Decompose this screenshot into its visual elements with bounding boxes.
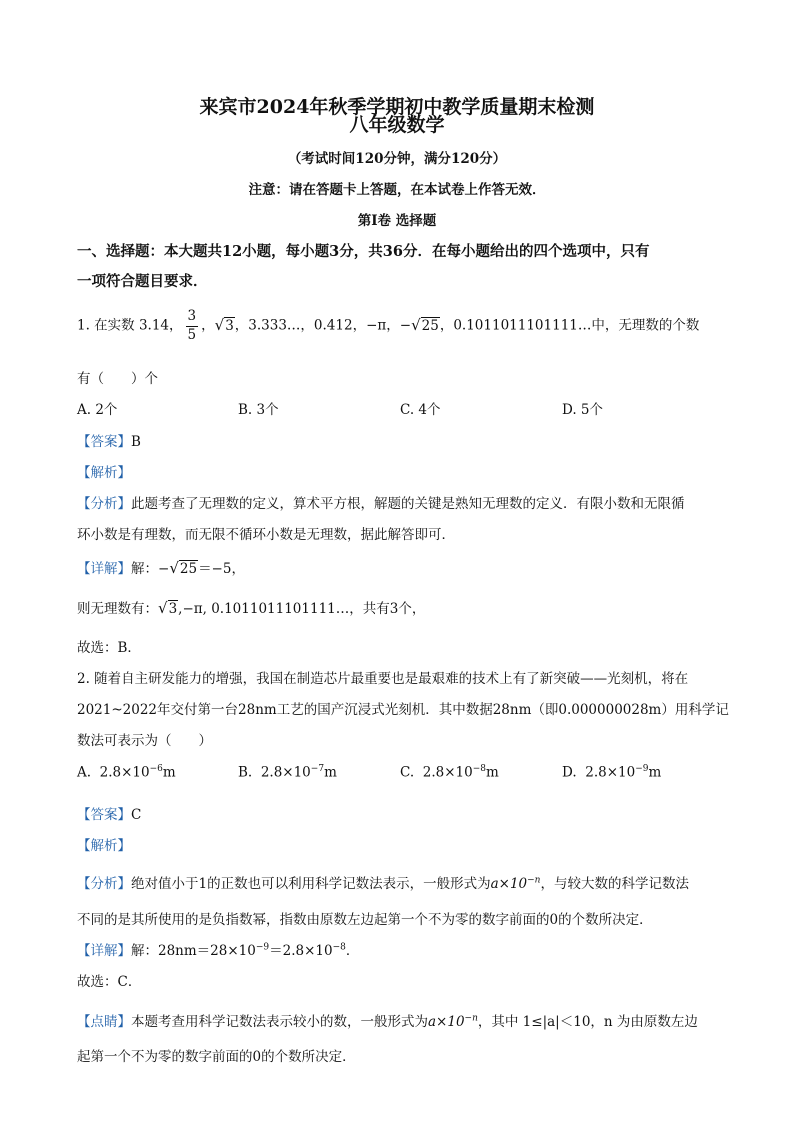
q2-analysis-label: 【解析】: [77, 838, 131, 854]
dianjing-exp: −n: [464, 1013, 478, 1024]
answer-label: 【答案】: [77, 807, 131, 823]
option-exponent: −9: [635, 764, 649, 774]
detail-line2-rest: ,−π, 0.1011011101111…，共有3个，: [178, 601, 426, 617]
q2-option-c: [400, 764, 499, 781]
q2-fenxi-line2: 不同的是其所使用的是负指数幂，指数由原数左边起第一个不为零的数字前面的0的个数所决定．: [77, 912, 653, 928]
dianjing-text-b: ，其中 1≤|a|＜10，n 为由原数左边: [477, 1014, 698, 1030]
detail-sqrt25: √25: [169, 559, 198, 577]
q2-stem-line2: 2021~2022年交付第一台28nm工艺的国产沉浸式光刻机．其中数据28nm（即0.000000028m）用科学记: [77, 702, 729, 718]
q1-option-d: D. 5个: [562, 402, 604, 418]
q2-fenxi-line1: [77, 872, 689, 892]
option-unit: m: [648, 764, 662, 781]
fenxi-text-a: 绝对值小于1的正数也可以利用科学记数法表示，一般形式为: [131, 876, 491, 892]
section-heading-line1: 一、选择题：本大题共12小题，每小题3分，共36分．在每小题给出的四个选项中，只有: [77, 243, 650, 260]
detail-label: 【详解】: [77, 561, 131, 577]
detail-text-a: 解：28nm＝28×10: [131, 943, 256, 959]
subtitle-text: 八年级数学: [349, 114, 445, 136]
q2-option-d: [562, 764, 661, 781]
option-letter: A.: [77, 764, 92, 781]
detail-text-c: ．: [345, 943, 360, 959]
dianjing-label: 【点睛】: [77, 1014, 131, 1030]
detail-rest: ＝−5，: [198, 561, 245, 577]
q1-option-b: B. 3个: [238, 402, 279, 418]
dianjing-text-a: 本题考查用科学记数法表示较小的数，一般形式为: [131, 1014, 428, 1030]
q1-option-c: C. 4个: [400, 402, 441, 418]
radicand: 3: [225, 317, 234, 334]
part-heading: 第Ⅰ卷 选择题: [357, 213, 437, 229]
q2-answer: [77, 803, 141, 823]
radicand: 25: [179, 561, 198, 577]
option-base: 2.8×10: [422, 764, 473, 781]
q1-prefix: 1. 在实数 3.14，: [77, 317, 183, 334]
q1-fraction: [186, 310, 199, 342]
exam-title: 来宾市2024年秋季学期初中教学质量期末检测: [199, 96, 595, 118]
detail-prefix: 解：−: [131, 561, 170, 577]
detail-exp1: −9: [255, 942, 270, 953]
detail-text-b: ＝2.8×10: [269, 943, 333, 959]
fenxi-text-b: ，与较大数的科学记数法: [540, 876, 689, 892]
option-base: 2.8×10: [99, 764, 150, 781]
detail-label: 【详解】: [77, 943, 131, 959]
q1-sqrt25: √25: [411, 315, 439, 334]
exam-subtitle: [0, 110, 794, 137]
fenxi-label: 【分析】: [77, 876, 131, 892]
dianjing-expr: a×10: [428, 1014, 465, 1030]
option-unit: m: [162, 764, 176, 781]
q1-sqrt3: √3: [214, 315, 234, 334]
answer-value: B: [131, 434, 141, 450]
q1-stem-line2: 有（ ）个: [77, 371, 158, 387]
q2-detail: [77, 939, 359, 959]
fenxi-text: 此题考查了无理数的定义，算术平方根，解题的关键是熟知无理数的定义．有限小数和无限循: [131, 496, 685, 512]
q1-tail: ，0.1011011101111…中，无理数的个数: [439, 317, 700, 334]
detail-sqrt3: √3: [158, 599, 178, 617]
exam-info: （考试时间120分钟，满分120分）: [287, 151, 507, 167]
q1-rest: ，3.333…，0.412，−π，−: [234, 317, 412, 334]
option-exponent: −6: [149, 764, 163, 774]
q1-option-a: A. 2个: [77, 402, 118, 418]
q1-stem-line1: [77, 310, 699, 342]
exam-notice: 注意：请在答题卡上答题，在本试卷上作答无效．: [248, 182, 546, 198]
detail-exp2: −8: [332, 942, 346, 953]
q2-stem-line3: 数法可表示为（ ）: [77, 733, 212, 749]
answer-label: 【答案】: [77, 434, 131, 450]
radicand: 3: [168, 601, 178, 617]
q1-fenxi-line1: [77, 492, 685, 512]
option-letter: C.: [400, 764, 415, 781]
q1-answer: [77, 430, 141, 450]
radicand: 25: [421, 317, 439, 334]
fenxi-exp: −n: [527, 875, 541, 886]
detail-line2-prefix: 则无理数有：: [77, 601, 158, 617]
option-unit: m: [485, 764, 499, 781]
q2-option-b: [238, 764, 337, 781]
option-letter: D.: [562, 764, 577, 781]
q2-conclusion: 故选：C．: [77, 974, 142, 990]
section-heading-line2: 一项符合题目要求．: [77, 273, 208, 290]
q2-dianjing-line1: [77, 1010, 698, 1030]
option-base: 2.8×10: [585, 764, 636, 781]
option-unit: m: [324, 764, 337, 781]
fenxi-label: 【分析】: [77, 496, 131, 512]
q1-detail-line2: [77, 597, 425, 617]
q2-stem-line1: 2. 随着自主研发能力的增强，我国在制造芯片最重要也是最艰难的技术上有了新突破——光刻机，将在: [77, 671, 689, 687]
option-exponent: −8: [472, 764, 486, 774]
q2-option-a: [77, 764, 176, 781]
fraction-numerator: 3: [186, 310, 199, 327]
answer-value: C: [131, 807, 142, 823]
option-base: 2.8×10: [260, 764, 311, 781]
q2-dianjing-line2: 起第一个不为零的数字前面的0的个数所决定．: [77, 1049, 356, 1065]
fraction-denominator: 5: [187, 326, 197, 343]
q1-detail-line1: [77, 557, 245, 577]
q1-fenxi-line2: 环小数是有理数，而无限不循环小数是无理数，据此解答即可．: [77, 527, 455, 543]
option-exponent: −7: [310, 764, 325, 774]
q1-conclusion: 故选：B．: [77, 640, 141, 656]
q1-analysis-label: 【解析】: [77, 465, 131, 481]
fenxi-expr: a×10: [490, 876, 528, 892]
q1-sep: ，: [201, 317, 215, 334]
option-letter: B.: [238, 764, 253, 781]
